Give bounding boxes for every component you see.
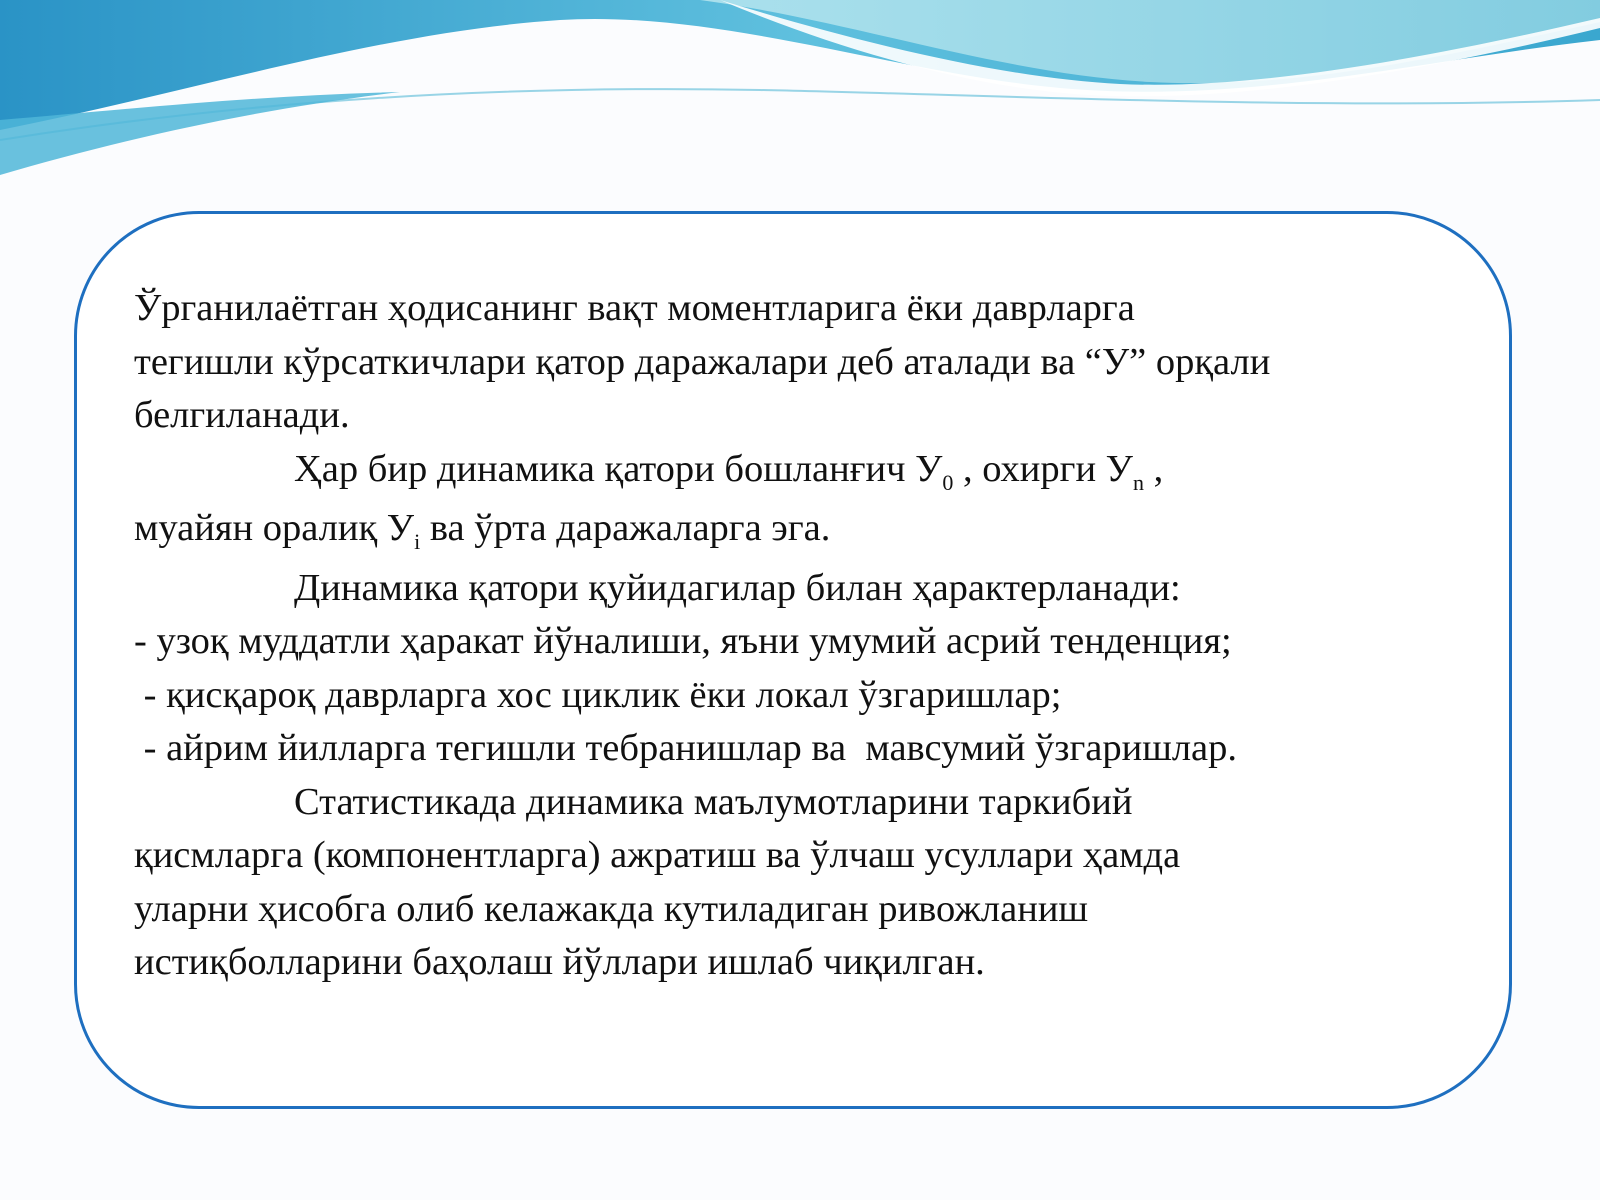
paragraph-4-line-2: қисмларга (компонентларга) ажратиш ва ўлчаш усуллари ҳамда <box>134 834 1181 876</box>
paragraph-2-line-1 <box>134 443 1474 497</box>
paragraph-4-line-3: уларни ҳисобга олиб келажакда кутиладиган ривожланиш <box>134 887 1089 930</box>
paragraph-1-line-1: Ўрганилаётган ҳодисанинг вақт моментларига ёки даврларга <box>134 287 1135 329</box>
paragraph-4-line-1: Статистикада динамика маълумотларини таркибий <box>294 780 1133 823</box>
paragraph-2-text-a: Ҳар бир динамика қатори бошланғич У <box>294 447 943 490</box>
paragraph-1-line-3: белгиланади. <box>134 394 350 436</box>
paragraph-3-bullet-3: - айрим йилларга тегишли тебранишлар ва мавсумий ўзгаришлар. <box>134 727 1238 769</box>
paragraph-2-text-e: ва ўрта даражаларга эга. <box>420 507 831 549</box>
paragraph-2-text-b: , охирги У <box>953 447 1133 490</box>
paragraph-1-line-2: тегишли кўрсаткичлари қатор даражалари деб аталади ва “У” орқали <box>134 340 1271 383</box>
paragraph-2-text-d: муайян оралиқ У <box>134 507 415 549</box>
subscript-i: i <box>414 529 421 554</box>
slide-body-text <box>134 282 1474 990</box>
paragraph-3-bullet-2: - қисқароқ даврларга хос циклик ёки локал ўзгаришлар; <box>134 673 1062 716</box>
paragraph-2-text-c: , <box>1143 447 1164 490</box>
paragraph-3-bullet-1: - узоқ муддатли ҳаракат йўналиши, яъни умумий асрий тенденция; <box>134 620 1232 662</box>
paragraph-4-line-4: истиқболларини баҳолаш йўллари ишлаб чиқилган. <box>134 941 985 983</box>
subscript-0: 0 <box>942 469 954 495</box>
paragraph-3-line-1: Динамика қатори қуйидагилар билан ҳарактерланади: <box>294 566 1181 609</box>
subscript-n: n <box>1132 469 1144 495</box>
paragraph-2-line-2 <box>134 502 1474 556</box>
decorative-wave-header <box>0 0 1600 200</box>
